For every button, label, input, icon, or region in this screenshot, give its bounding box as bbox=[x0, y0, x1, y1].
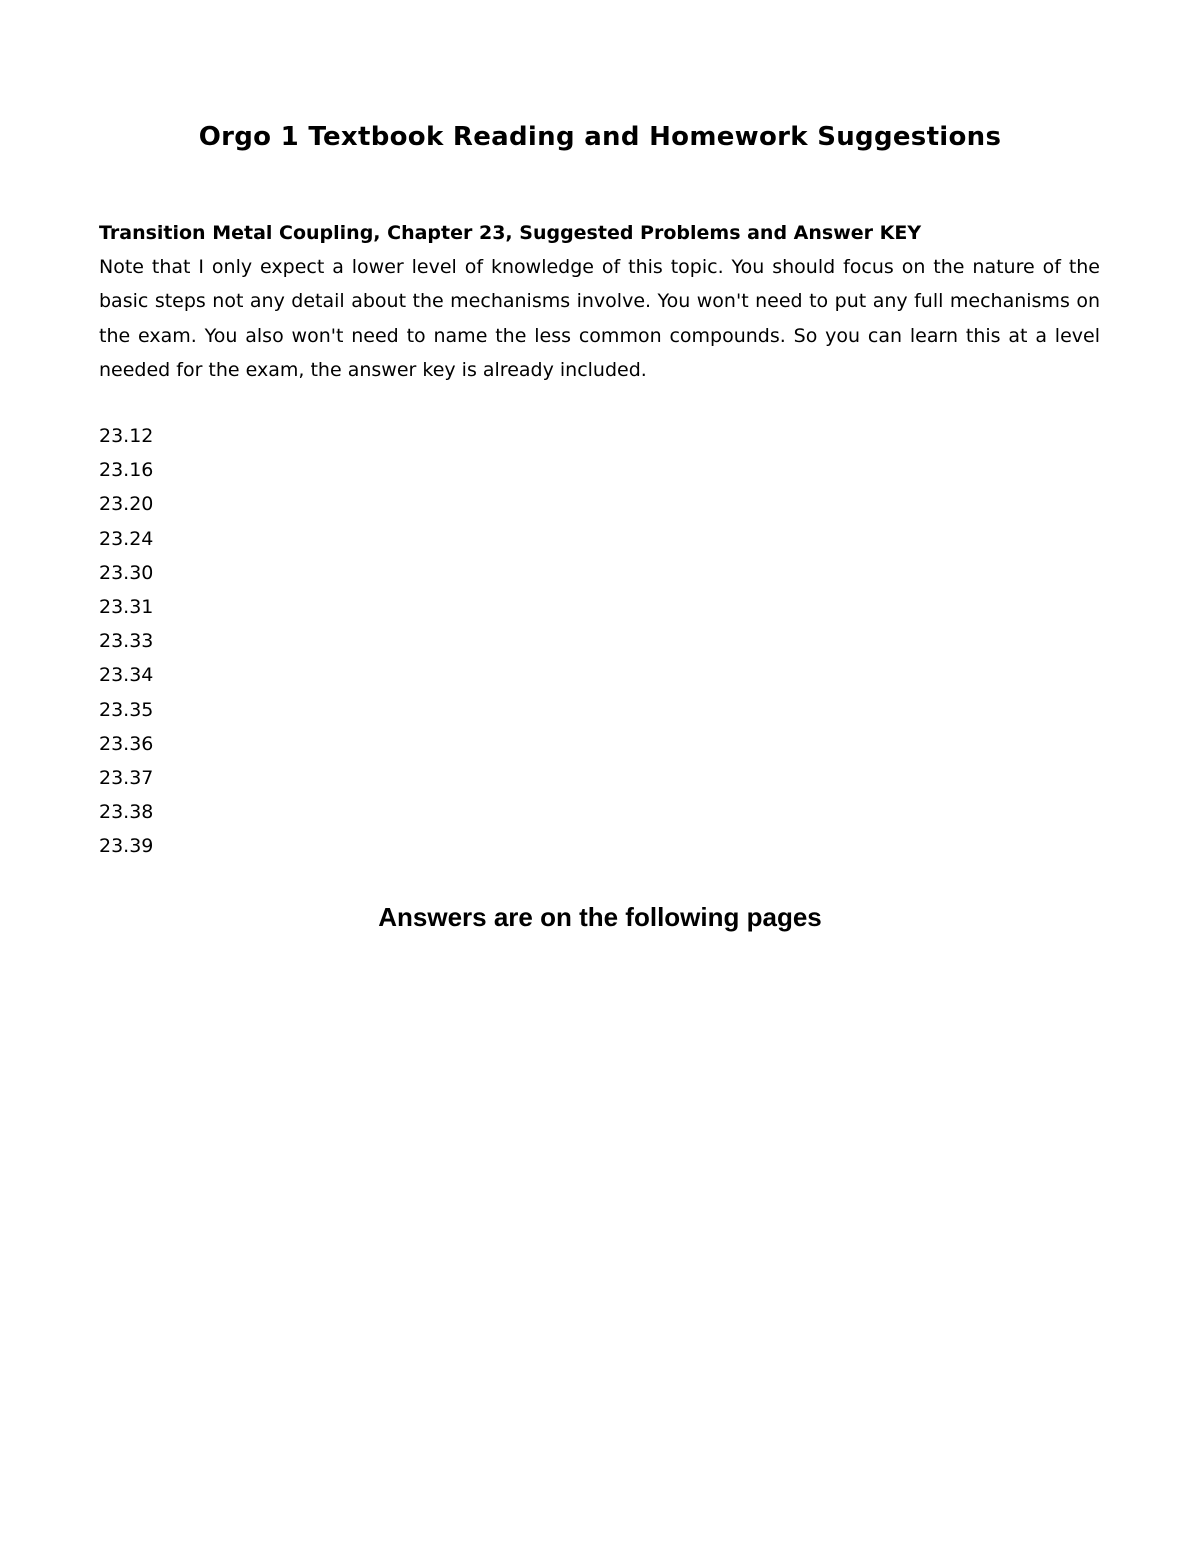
page-title: Orgo 1 Textbook Reading and Homework Suggestions bbox=[198, 122, 1002, 152]
problem-list bbox=[99, 419, 153, 864]
problem-item: 23.33 bbox=[99, 630, 154, 653]
problem-item: 23.34 bbox=[99, 664, 154, 687]
instructions-paragraph: Note that I only expect a lower level of knowledge of this topic. You should focus on the nature of the basic steps not any detail about the mechanisms involve. You won't need to put any full mechanisms on the exam. You also won't need to name the less common compounds. So you can learn this at a level needed for the exam, the answer key is already included. bbox=[99, 256, 1100, 381]
problem-item: 23.31 bbox=[99, 596, 154, 619]
section bbox=[99, 216, 1100, 387]
problem-item: 23.12 bbox=[99, 425, 154, 447]
problem-item: 23.36 bbox=[99, 732, 154, 755]
problem-item: 23.38 bbox=[99, 801, 154, 824]
problem-item: 23.16 bbox=[99, 459, 154, 482]
answers-heading: Answers are on the following pages bbox=[378, 902, 822, 932]
problem-item: 23.37 bbox=[99, 767, 154, 790]
problem-item: 23.35 bbox=[99, 698, 154, 721]
problem-item: 23.20 bbox=[99, 493, 154, 516]
section-heading: Transition Metal Coupling, Chapter 23, Suggested Problems and Answer KEY bbox=[99, 222, 922, 244]
problem-item: 23.24 bbox=[99, 527, 154, 550]
problem-item: 23.39 bbox=[99, 835, 154, 858]
problem-item: 23.30 bbox=[99, 561, 154, 584]
